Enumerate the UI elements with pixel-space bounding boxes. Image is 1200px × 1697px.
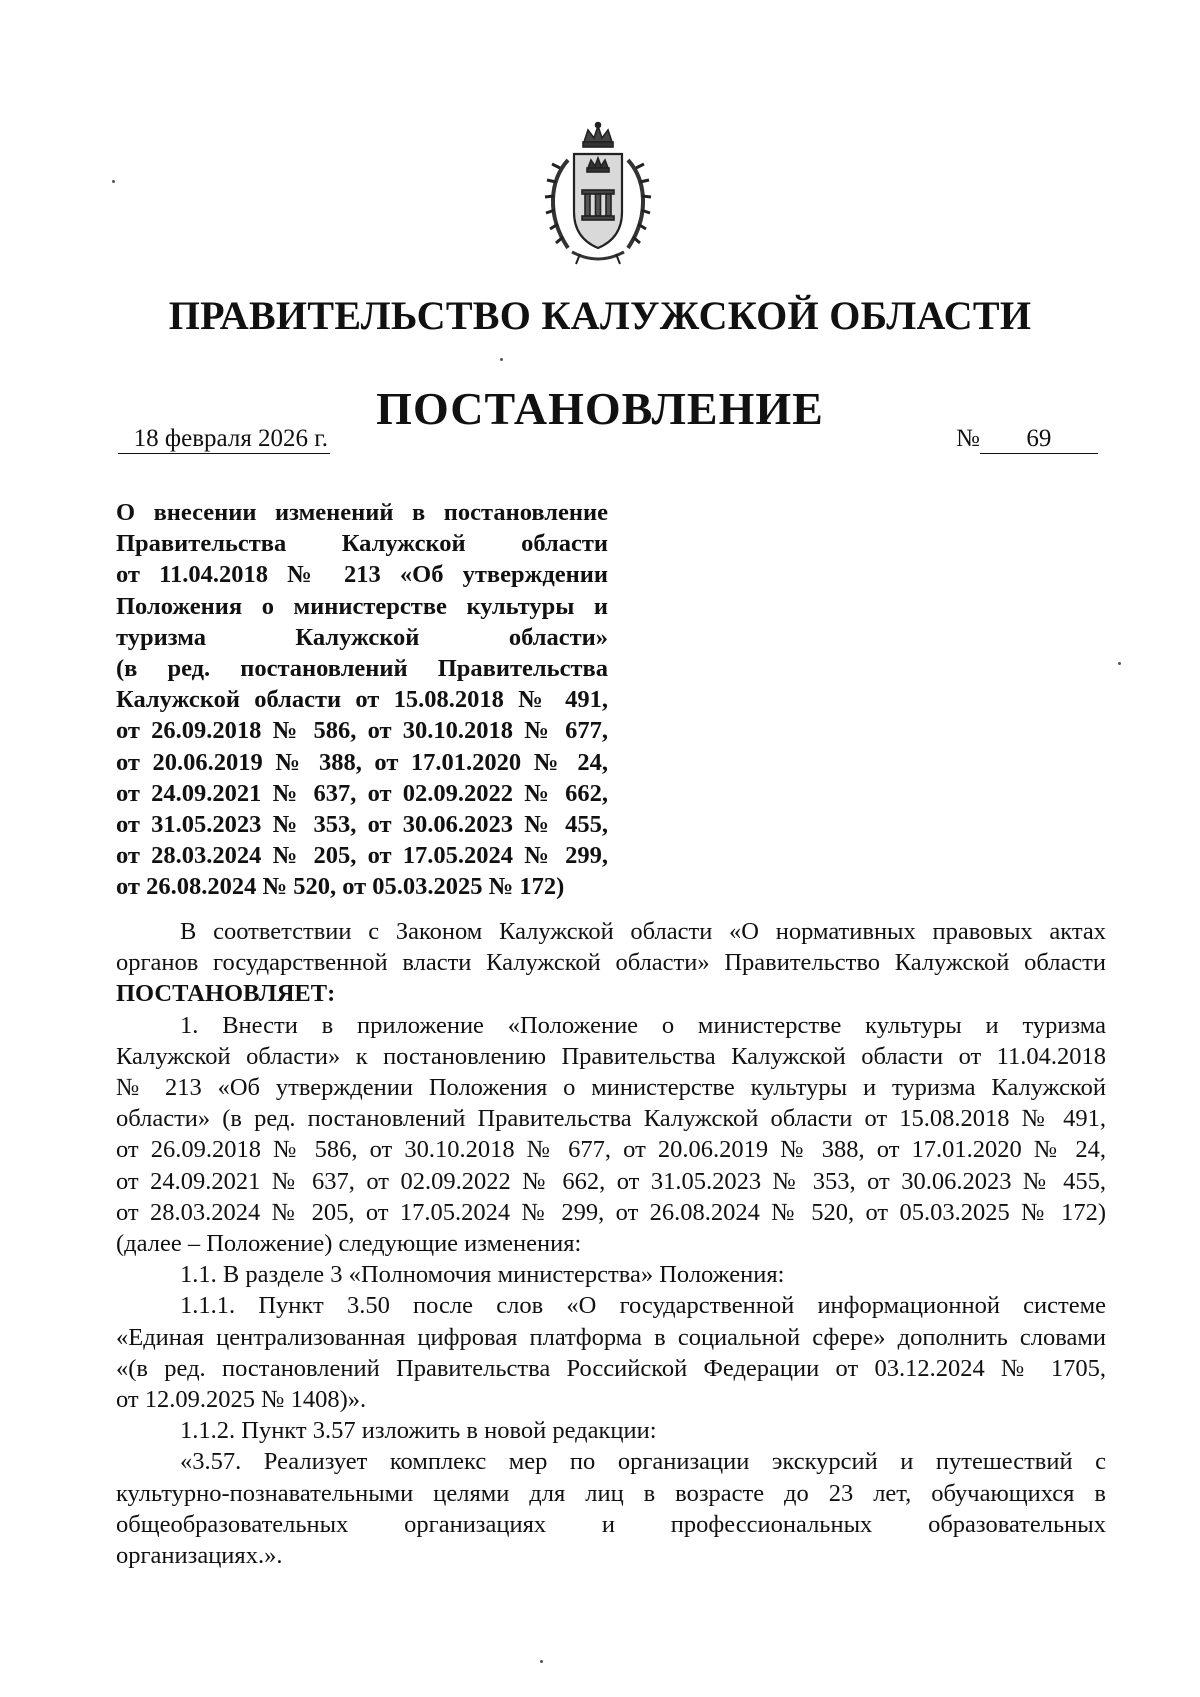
subject-line: (в ред. постановлений Правительства xyxy=(116,655,608,683)
scan-speck xyxy=(540,1660,543,1663)
subject-line: от 20.06.2019 № 388, от 17.01.2020 № 24, xyxy=(116,748,608,776)
subject-line: туризма Калужской области» xyxy=(116,623,608,651)
subject-line: от 28.03.2024 № 205, от 17.05.2024 № 299, xyxy=(116,842,608,870)
preamble-line: В соответствии с Законом Калужской области «О нормативных правовых актах xyxy=(180,918,1106,945)
scan-speck xyxy=(112,180,115,183)
document-body xyxy=(116,916,1106,1571)
item-1-1-1-line: от 12.09.2025 № 1408)». xyxy=(116,1386,367,1414)
subject-line: от 31.05.2023 № 353, от 30.06.2023 № 455, xyxy=(116,811,608,839)
subject-line: от 26.09.2018 № 586, от 30.10.2018 № 677, xyxy=(116,717,608,745)
coat-of-arms-icon xyxy=(528,120,668,268)
subject-line: О внесении изменений в постановление xyxy=(116,499,608,526)
item-1-line: Калужской области» к постановлению Правительства Калужской области от 11.04.2018 xyxy=(116,1042,1106,1070)
organization-title: ПРАВИТЕЛЬСТВО КАЛУЖСКОЙ ОБЛАСТИ xyxy=(168,293,1032,338)
preamble-line: органов государственной власти Калужской области» Правительство Калужской области xyxy=(116,949,1106,977)
item-1-line: области» (в ред. постановлений Правительства Калужской области от 15.08.2018 № 491, xyxy=(116,1105,1106,1133)
subject-line: Правительства Калужской области xyxy=(116,530,608,558)
document-type-title: ПОСТАНОВЛЕНИЕ xyxy=(376,383,824,434)
document-subject xyxy=(116,497,608,903)
document-number xyxy=(956,425,1098,454)
subject-line: Калужской области от 15.08.2018 № 491, xyxy=(116,686,608,714)
item-1-1: 1.1. В разделе 3 «Полномочия министерства» Положения: xyxy=(180,1261,785,1289)
document-number-label: № xyxy=(956,425,980,452)
document-date xyxy=(118,425,330,454)
item-1-line: (далее – Положение) следующие изменения: xyxy=(116,1230,582,1258)
item-1-line: от 24.09.2021 № 637, от 02.09.2022 № 662, от 31.05.2023 № 353, от 30.06.2023 № 455, xyxy=(116,1167,1106,1195)
document-date-value: 18 февраля 2026 г. xyxy=(118,425,330,454)
item-1-1-1-line: 1.1.1. Пункт 3.50 после слов «О государственной информационной системе xyxy=(180,1292,1106,1320)
item-3-57-line: «3.57. Реализует комплекс мер по организации экскурсий и путешествий с xyxy=(180,1448,1106,1476)
item-1-1-1-line: «Единая централизованная цифровая платформа в социальной сфере» дополнить словами xyxy=(116,1323,1106,1351)
subject-line: Положения о министерстве культуры и xyxy=(116,592,608,620)
item-1-line: от 26.09.2018 № 586, от 30.10.2018 № 677, от 20.06.2019 № 388, от 17.01.2020 № 24, xyxy=(116,1136,1106,1164)
item-3-57-line: культурно-познавательными целями для лиц в возрасте до 23 лет, обучающихся в xyxy=(116,1479,1106,1507)
scan-speck xyxy=(500,358,503,361)
scan-speck xyxy=(1118,662,1121,665)
document-number-value: 69 xyxy=(980,425,1098,454)
item-1-line: 1. Внести в приложение «Положение о министерстве культуры и туризма xyxy=(180,1011,1106,1039)
item-1-line: № 213 «Об утверждении Положения о министерстве культуры и туризма Калужской xyxy=(116,1074,1106,1102)
item-1-1-2: 1.1.2. Пункт 3.57 изложить в новой редакции: xyxy=(180,1417,657,1445)
item-3-57-line: общеобразовательных организациях и профессиональных образовательных xyxy=(116,1510,1106,1538)
item-1-line: от 28.03.2024 № 205, от 17.05.2024 № 299, от 26.08.2024 № 520, от 05.03.2025 № 172) xyxy=(116,1198,1106,1226)
subject-line: от 11.04.2018 № 213 «Об утверждении xyxy=(116,561,608,589)
subject-line: от 26.08.2024 № 520, от 05.03.2025 № 172) xyxy=(116,873,565,901)
item-3-57-line: организациях.». xyxy=(116,1542,283,1570)
subject-line: от 24.09.2021 № 637, от 02.09.2022 № 662, xyxy=(116,779,608,807)
item-1-1-1-line: «(в ред. постановлений Правительства Российской Федерации от 03.12.2024 № 1705, xyxy=(116,1354,1106,1382)
resolves-heading: ПОСТАНОВЛЯЕТ: xyxy=(116,980,336,1008)
